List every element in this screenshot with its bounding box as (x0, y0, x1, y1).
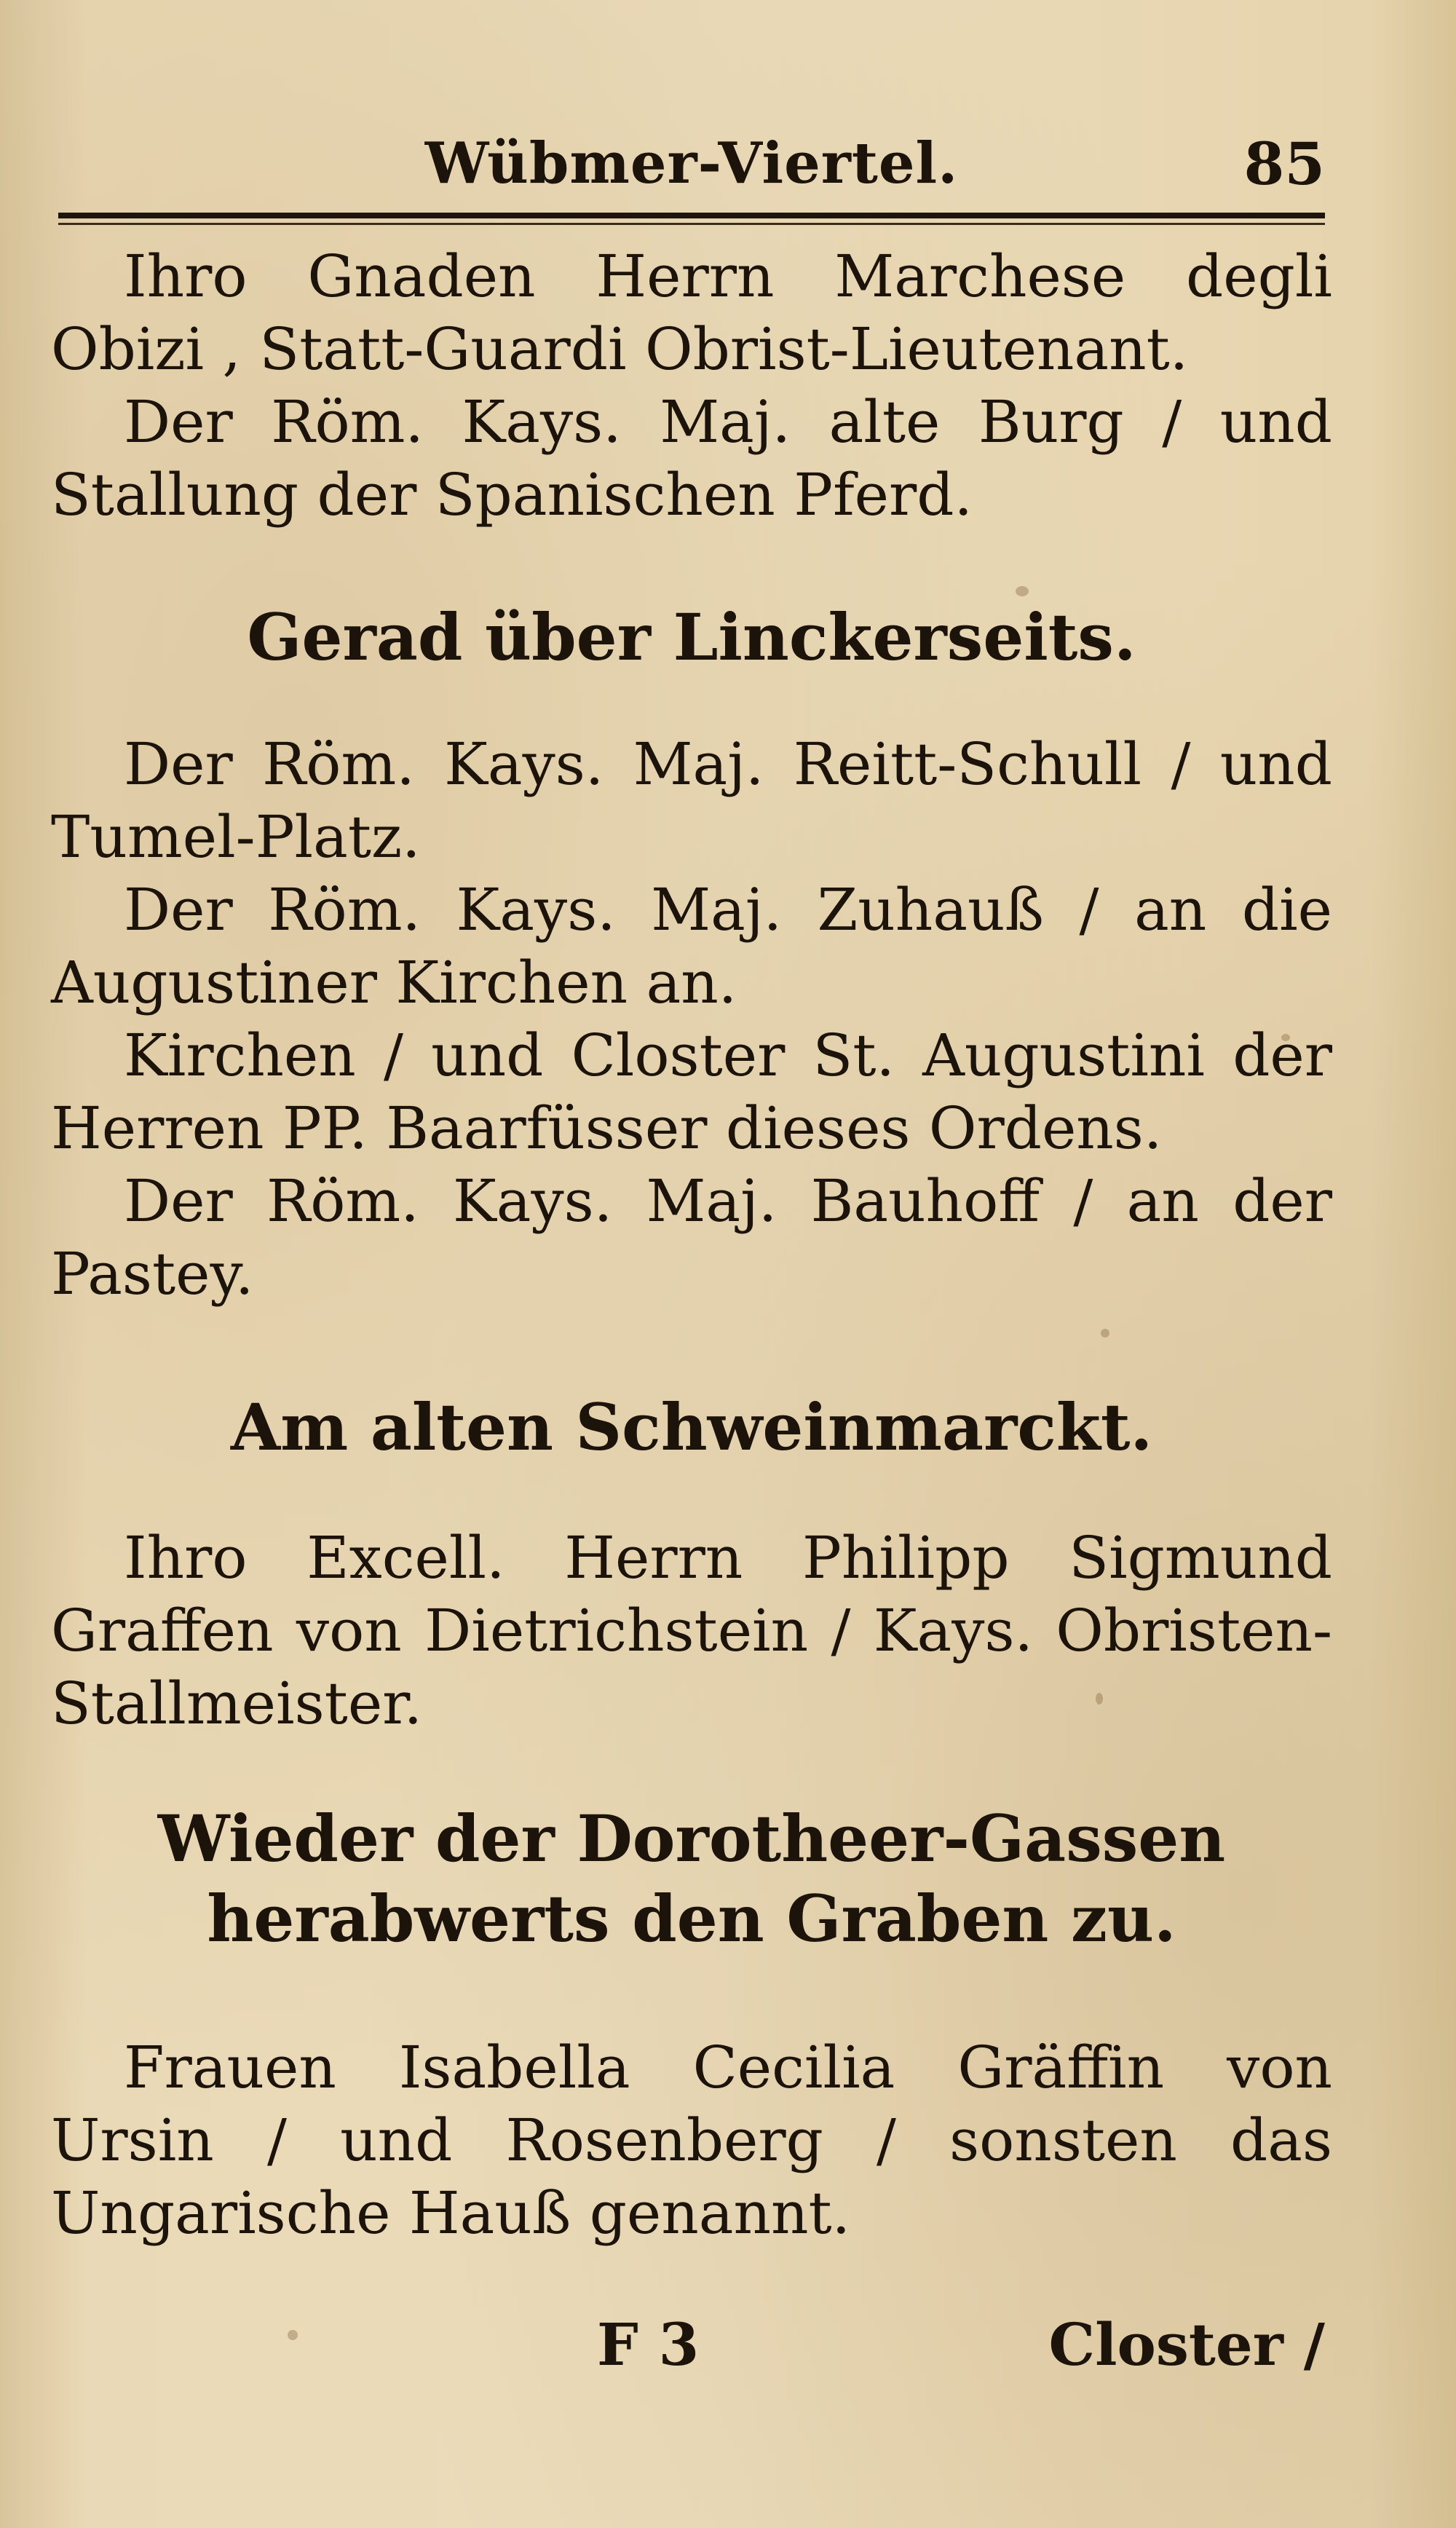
running-head (58, 124, 1325, 204)
signature-mark: F 3 (597, 2310, 700, 2379)
section-heading-dorotheer-gassen: Wieder der Dorotheer-Gassen herabwerts den Graben zu. (157, 1801, 1226, 1956)
entry-dietrichstein: Ihro Excell. Herrn Philipp Sigmund Graffen von Dietrichstein / Kays. Obristen-Stallmeister. (51, 1524, 1332, 1737)
entry-reitt-schull: Der Röm. Kays. Maj. Reitt-Schull / und Tumel-Platz. (51, 730, 1332, 871)
section-2 (51, 728, 1332, 1311)
entry-ursin-rosenberg: Frauen Isabella Cecilia Gräffin von Ursin / und Rosenberg / sonsten das Ungarische Hauß genannt. (51, 2034, 1332, 2247)
entry-zuhauss: Der Röm. Kays. Maj. Zuhauß / an die Augustiner Kirchen an. (51, 876, 1332, 1016)
section-4 (51, 2031, 1332, 2250)
section-3 (51, 1522, 1332, 1740)
paper-spot (1016, 586, 1029, 596)
page-number: 85 (1243, 130, 1325, 198)
entry-alte-burg: Der Röm. Kays. Maj. alte Burg / und Stallung der Spanischen Pferd. (51, 388, 1332, 529)
paper-spot (288, 2330, 298, 2340)
header-rule-thin (58, 223, 1325, 225)
entry-bauhoff: Der Röm. Kays. Maj. Bauhoff / an der Pastey. (51, 1167, 1332, 1308)
running-head-title: Wübmer-Viertel. (424, 130, 959, 197)
section-1 (51, 240, 1332, 532)
entry-obizi: Ihro Gnaden Herrn Marchese degli Obizi , Statt-Guardi Obrist-Lieutenant. (51, 242, 1332, 383)
paper-spot (1101, 1329, 1109, 1338)
catchword: Closter / (1048, 2310, 1325, 2379)
section-heading-schweinmarckt: Am alten Schweinmarckt. (230, 1389, 1153, 1465)
entry-augustini: Kirchen / und Closter St. Augustini der Herren PP. Baarfüsser dieses Ordens. (51, 1022, 1332, 1162)
header-rule (58, 213, 1325, 218)
section-heading-linckerseits: Gerad über Linckerseits. (247, 599, 1136, 675)
